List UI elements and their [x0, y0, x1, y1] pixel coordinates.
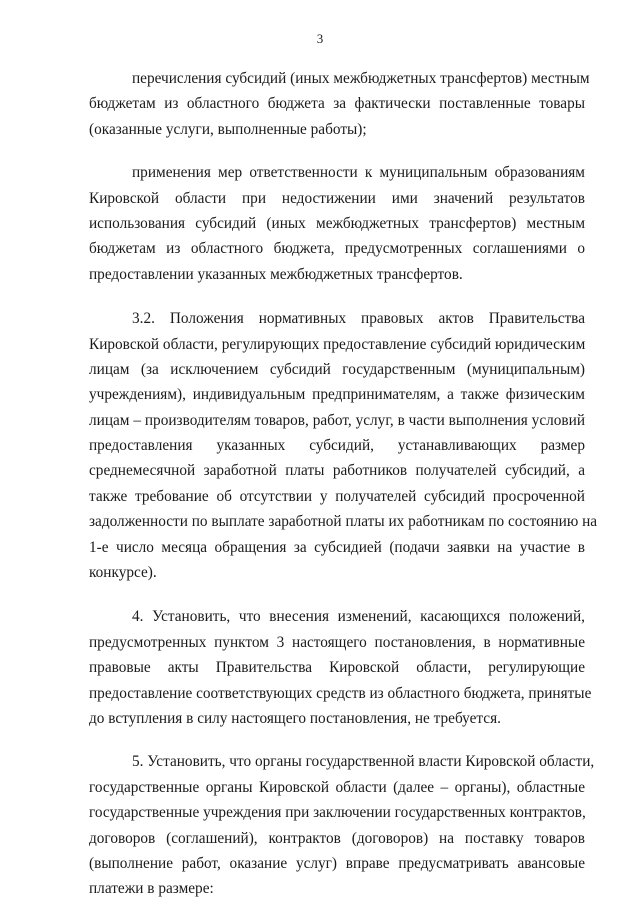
paragraph-line: лицам – производителям товаров, работ, услуг, в части выполнения условий — [89, 411, 585, 429]
paragraph-line: Кировской области при недостижении ими значений результатов — [89, 189, 585, 207]
paragraph — [89, 306, 598, 585]
paragraph-line: 1-е число месяца обращения за субсидией (подачи заявки на участие в — [89, 538, 585, 556]
paragraph-line: перечисления субсидий (иных межбюджетных трансфертов) местным — [132, 70, 590, 87]
paragraph-line: использования субсидий (иных межбюджетных трансфертов) местным — [89, 214, 585, 232]
paragraph-line: применения мер ответственности к муниципальным образованиям — [132, 164, 585, 182]
paragraph — [89, 749, 595, 901]
paragraph — [89, 160, 585, 287]
paragraph-line: лицам (за исключением субсидий государственным (муниципальным) — [89, 360, 585, 378]
paragraph-line: предоставлении указанных межбюджетных трансфертов. — [89, 265, 463, 283]
paragraph-line: (оказанные услуги, выполненные работы); — [89, 120, 367, 138]
paragraph-line: предусмотренных пунктом 3 настоящего постановления, в нормативные — [89, 633, 585, 651]
paragraph — [89, 66, 590, 142]
paragraph-line: договоров (соглашений), контрактов (договоров) на поставку товаров — [89, 829, 585, 847]
paragraph-line: учреждениям), индивидуальным предпринимателям, а также физическим — [89, 386, 585, 404]
paragraph-line: бюджетам из областного бюджета за фактически поставленные товары — [89, 95, 585, 113]
paragraph-line: платежи в размере: — [89, 880, 214, 898]
paragraph-line: государственные органы Кировской области (далее – органы), областные — [89, 778, 585, 796]
paragraph-line: также требование об отсутствии у получателей субсидий просроченной — [89, 487, 585, 505]
document-body — [89, 66, 598, 902]
paragraph-line: 4. Установить, что внесения изменений, касающихся положений, — [132, 608, 585, 626]
paragraph-line: (выполнение работ, оказание услуг) вправе предусматривать авансовые — [89, 854, 585, 872]
paragraph-line: 5. Установить, что органы государственной власти Кировской области, — [132, 753, 595, 771]
paragraph-line: предоставления указанных субсидий, устанавливающих размер — [89, 437, 585, 455]
paragraph-line: задолженности по выплате заработной платы их работникам по состоянию на — [89, 513, 598, 531]
paragraph-line: конкурсе). — [89, 564, 157, 582]
page-number: 3 — [316, 31, 324, 46]
paragraph-line: Кировской области, регулирующих предоставление субсидий юридическим — [89, 335, 586, 353]
paragraph-line: правовые акты Правительства Кировской области, регулирующие — [89, 659, 585, 677]
paragraph-line: до вступления в силу настоящего постановления, не требуется. — [89, 709, 501, 727]
paragraph-line: среднемесячной заработной платы работников получателей субсидий, а — [89, 462, 585, 480]
paragraph-line: государственные учреждения при заключении государственных контрактов, — [89, 804, 586, 822]
paragraph — [89, 604, 592, 731]
paragraph-line: предоставление соответствующих средств из областного бюджета, принятые — [89, 684, 592, 702]
paragraph-line: бюджетам из областного бюджета, предусмотренных соглашениями о — [89, 240, 585, 258]
paragraph-line: 3.2. Положения нормативных правовых актов Правительства — [132, 310, 585, 328]
